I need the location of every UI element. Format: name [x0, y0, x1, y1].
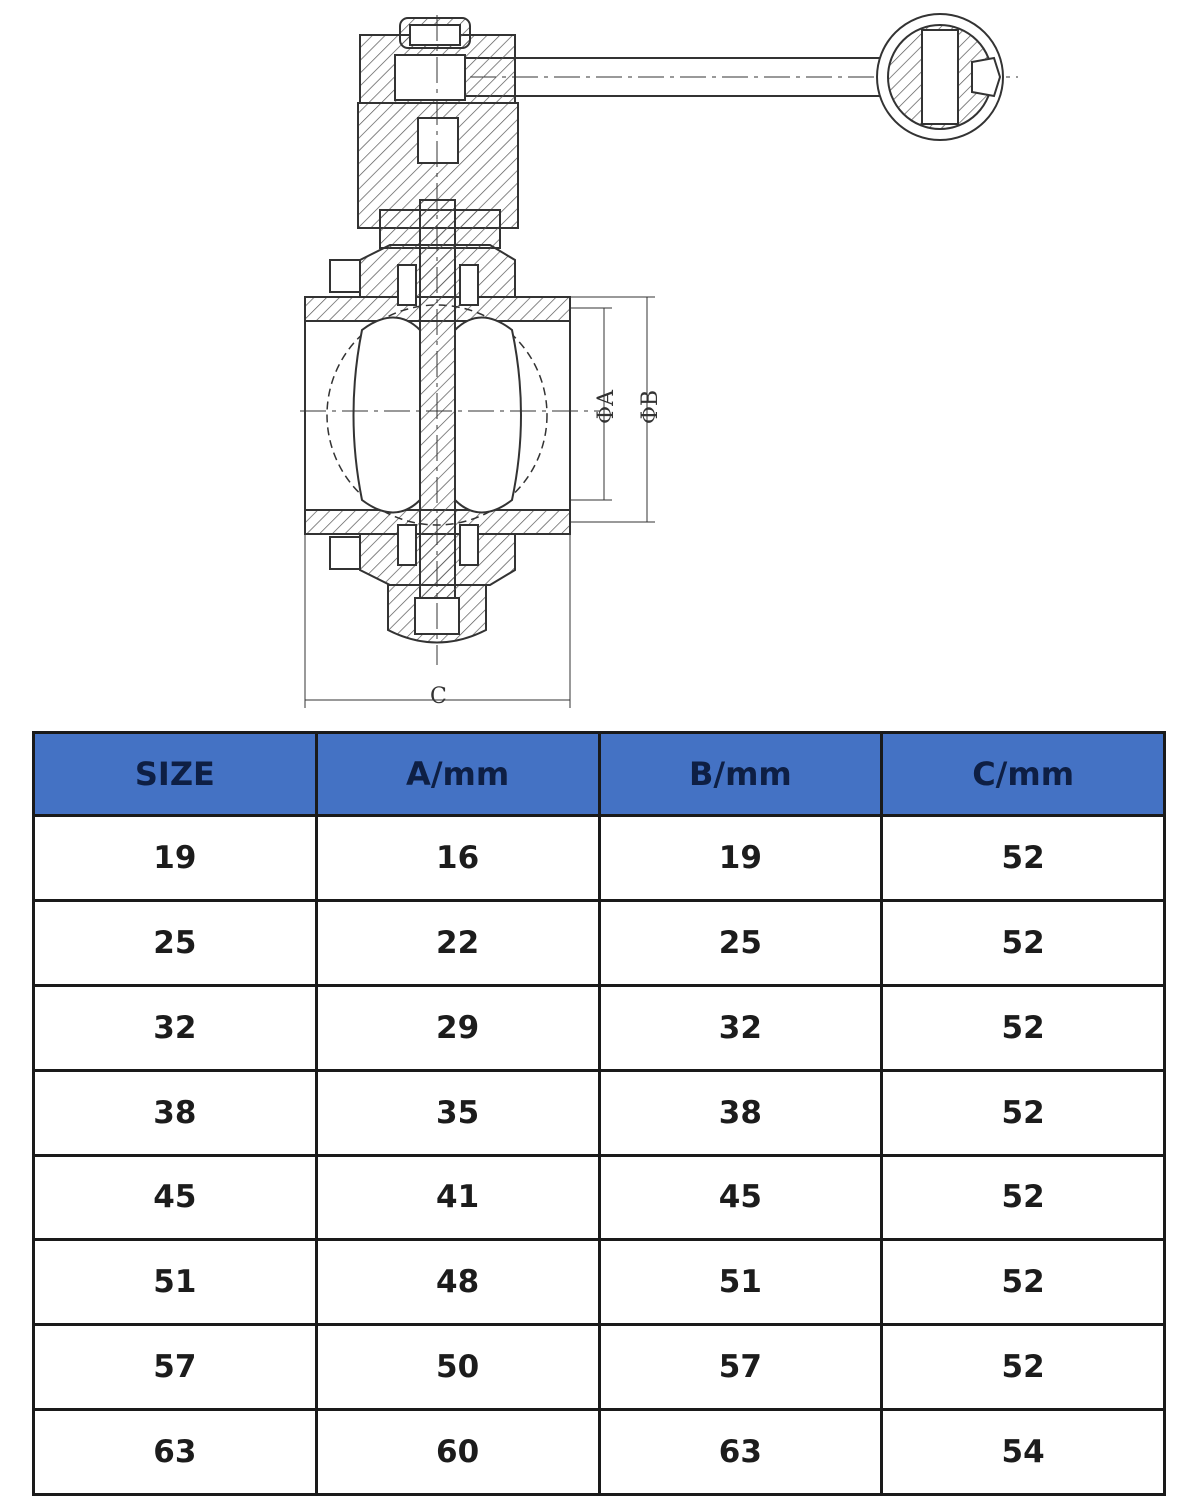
cell-c: 52	[882, 1070, 1165, 1155]
cell-a: 16	[316, 816, 599, 901]
cell-size: 45	[34, 1155, 317, 1240]
cell-a: 60	[316, 1410, 599, 1495]
cell-b: 57	[599, 1325, 882, 1410]
cell-c: 52	[882, 1155, 1165, 1240]
dimension-c-label: C	[430, 684, 447, 709]
cell-a: 41	[316, 1155, 599, 1240]
cell-size: 51	[34, 1240, 317, 1325]
cell-size: 19	[34, 816, 317, 901]
cell-b: 63	[599, 1410, 882, 1495]
cell-c: 52	[882, 816, 1165, 901]
cell-c: 52	[882, 1325, 1165, 1410]
table-row	[34, 900, 1165, 985]
column-header-b: B/mm	[599, 733, 882, 816]
table-row	[34, 1155, 1165, 1240]
cell-a: 35	[316, 1070, 599, 1155]
cell-b: 45	[599, 1155, 882, 1240]
table-row	[34, 1070, 1165, 1155]
cell-a: 29	[316, 985, 599, 1070]
dimension-b-label: ΦB	[638, 389, 664, 425]
cell-c: 52	[882, 900, 1165, 985]
cell-c: 52	[882, 1240, 1165, 1325]
table-row	[34, 1240, 1165, 1325]
table-row	[34, 816, 1165, 901]
column-header-a: A/mm	[316, 733, 599, 816]
cell-size: 57	[34, 1325, 317, 1410]
cell-size: 63	[34, 1410, 317, 1495]
cell-b: 19	[599, 816, 882, 901]
cell-c: 54	[882, 1410, 1165, 1495]
cell-a: 22	[316, 900, 599, 985]
valve-cross-section-drawing	[0, 0, 1179, 720]
cell-a: 50	[316, 1325, 599, 1410]
column-header-c: C/mm	[882, 733, 1165, 816]
cell-size: 25	[34, 900, 317, 985]
size-specification-table	[32, 731, 1166, 1496]
dimension-a-label: ΦA	[593, 390, 619, 424]
cell-b: 38	[599, 1070, 882, 1155]
table-row	[34, 1325, 1165, 1410]
cell-b: 32	[599, 985, 882, 1070]
cell-size: 38	[34, 1070, 317, 1155]
table-row	[34, 1410, 1165, 1495]
cell-b: 25	[599, 900, 882, 985]
cell-c: 52	[882, 985, 1165, 1070]
table-row	[34, 985, 1165, 1070]
cell-b: 51	[599, 1240, 882, 1325]
handle-ball	[877, 14, 1003, 140]
column-header-size: SIZE	[34, 733, 317, 816]
cell-a: 48	[316, 1240, 599, 1325]
table-header-row	[34, 733, 1165, 816]
cell-size: 32	[34, 985, 317, 1070]
